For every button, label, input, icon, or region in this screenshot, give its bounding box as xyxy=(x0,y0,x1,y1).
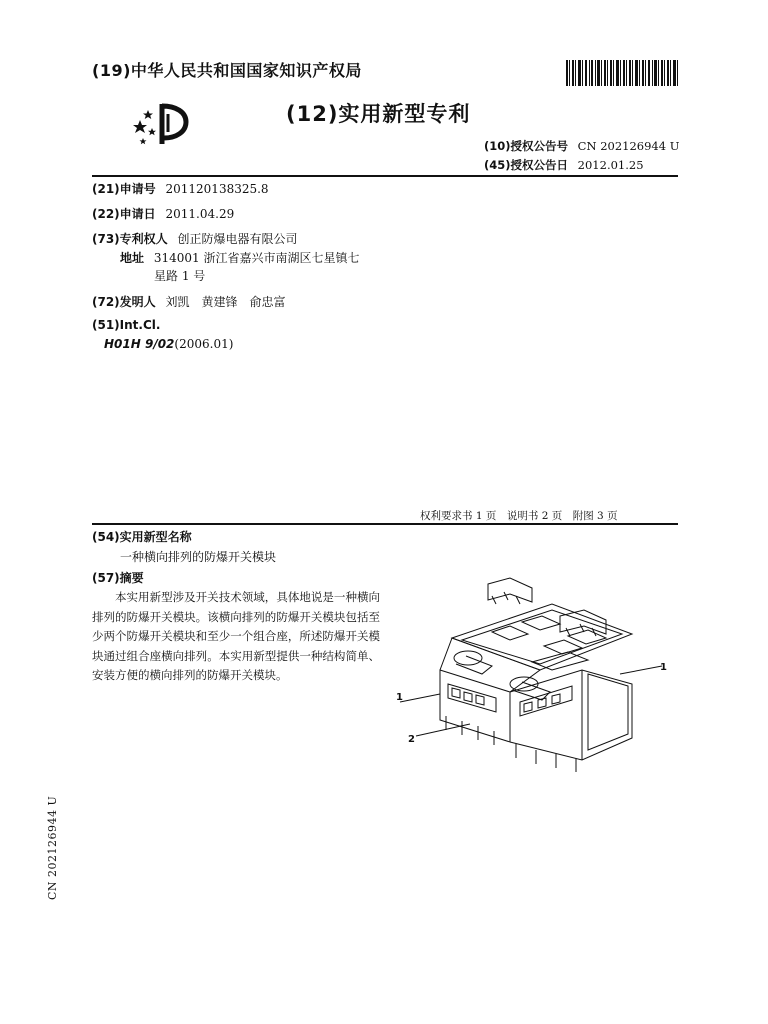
cnipa-logo xyxy=(128,98,198,150)
ipc-code: H01H 9/02 xyxy=(104,337,175,351)
pages-rule xyxy=(92,523,678,525)
drawing-label-1-right: 1 xyxy=(660,662,667,673)
filing-date xyxy=(92,205,234,222)
patentee xyxy=(92,230,298,247)
abstract-text: 本实用新型涉及开关技术领域，具体地说是一种横向排列的防爆开关模块。该横向排列的防爆开关模块包括至少两个防爆开关模块和至少一个组合座，所述防爆开关模块通过组合座横向排列。本实用新型提供一种结构简单、安装方便的横向排列的防爆开关模块。 xyxy=(92,590,380,682)
application-number-value: 201120138325.8 xyxy=(165,182,269,196)
ipc-classification xyxy=(104,337,233,351)
abstract-drawing xyxy=(392,574,688,786)
utility-model-title: 一种横向排列的防爆开关模块 xyxy=(120,550,277,564)
abstract-label: (57)摘要 xyxy=(92,571,144,585)
drawing-label-2: 2 xyxy=(408,734,415,745)
side-identifier: CN 202126944 U xyxy=(46,795,59,900)
abstract xyxy=(92,588,380,686)
publication-date-value: 2012.01.25 xyxy=(577,158,644,172)
address-label: 地址 xyxy=(120,251,145,265)
publication-number-value: CN 202126944 U xyxy=(577,139,680,153)
drawing-label-1-left: 1 xyxy=(396,692,403,703)
application-number-label: (21)申请号 xyxy=(92,182,156,196)
ipc-label xyxy=(92,318,160,332)
filing-date-value: 2011.04.29 xyxy=(165,207,235,221)
ipc-label-text: (51)Int.Cl. xyxy=(92,318,161,332)
publication-date xyxy=(484,157,644,173)
publication-number xyxy=(484,138,679,154)
page-counts: 权利要求书 1 页 说明书 2 页 附图 3 页 xyxy=(420,510,618,522)
publication-date-label: (45)授权公告日 xyxy=(484,158,569,172)
office-name: (19)中华人民共和国国家知识产权局 xyxy=(92,61,362,80)
address-line-2: 星路 1 号 xyxy=(154,269,206,283)
inventors xyxy=(92,293,286,310)
patentee-value: 创正防爆电器有限公司 xyxy=(177,232,298,246)
inventors-value: 刘凯 黄建锋 俞忠富 xyxy=(165,295,286,309)
document-type: (12)实用新型专利 xyxy=(286,102,471,126)
barcode xyxy=(566,60,678,86)
title-section-label: (54)实用新型名称 xyxy=(92,530,192,544)
address xyxy=(120,249,359,266)
filing-date-label: (22)申请日 xyxy=(92,207,156,221)
publication-number-label: (10)授权公告号 xyxy=(484,139,569,153)
inventors-label: (72)发明人 xyxy=(92,295,156,309)
patentee-label: (73)专利权人 xyxy=(92,232,168,246)
application-number xyxy=(92,180,269,197)
address-line-1: 314001 浙江省嘉兴市南湖区七星镇七 xyxy=(153,251,360,265)
ipc-version: (2006.01) xyxy=(174,337,234,351)
header-rule xyxy=(92,175,678,177)
